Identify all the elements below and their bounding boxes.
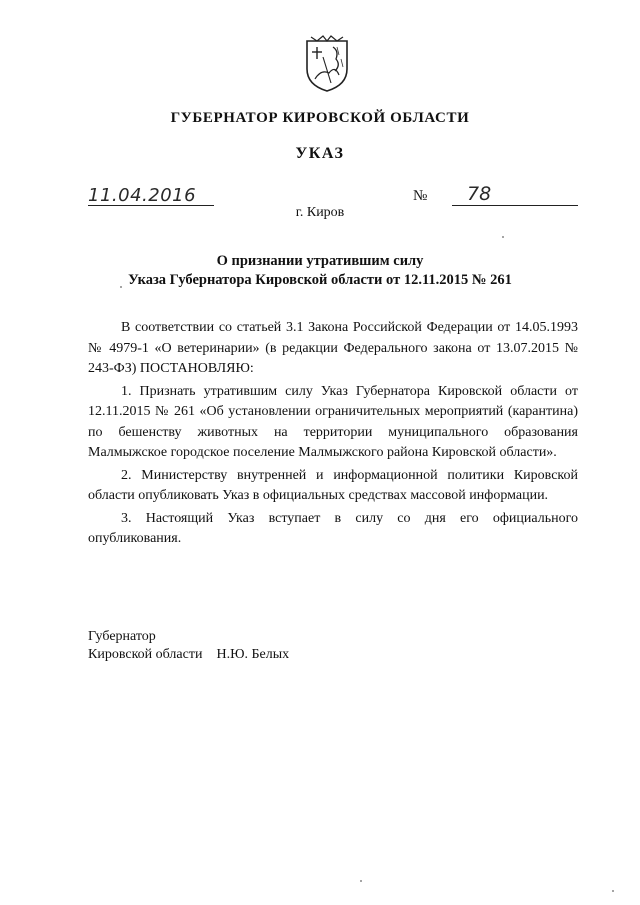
scan-speck (360, 880, 362, 882)
signatory-position-line-1: Губернатор (88, 629, 156, 644)
number-sign: № (413, 188, 428, 204)
scan-speck (120, 286, 122, 288)
item-1-paragraph: 1. Признать утратившим силу Указ Губернатора Кировской области от 12.11.2015 № 261 «Об установлении ограничительных мероприятий (карантина) по бешенству животных на территории муниципального образования Малмыжское городское поселение Малмыжского района Кировской области». (88, 383, 578, 460)
handwritten-number: 78 (467, 183, 492, 205)
item-2-paragraph: 2. Министерству внутренней и информационной политики Кировской области опубликовать Указ в официальных средствах массовой информации. (88, 467, 578, 503)
decree-title (0, 252, 640, 290)
signatory-name: Н.Ю. Белых (216, 647, 290, 662)
document-type: УКАЗ (295, 145, 345, 162)
title-line-2: Указа Губернатора Кировской области от 12.11.2015 № 261 (128, 272, 512, 288)
item-3-paragraph: 3. Настоящий Указ вступает в силу со дня его официального опубликования. (88, 510, 578, 546)
scan-speck (502, 236, 504, 238)
handwritten-date: 11.04.2016 (88, 185, 197, 206)
scan-speck (612, 890, 614, 892)
coat-of-arms-icon (303, 35, 351, 93)
title-line-1: О признании утратившим силу (216, 253, 424, 269)
signatory-position-line-2: Кировской области (88, 647, 203, 662)
issuing-authority: ГУБЕРНАТОР КИРОВСКОЙ ОБЛАСТИ (170, 110, 470, 126)
preamble-paragraph: В соответствии со статьей 3.1 Закона Российской Федерации от 14.05.1993 № 4979-1 «О ветеринарии» (в редакции Федерального закона от 13.07.2015 № 243-ФЗ) ПОСТАНОВЛЯЮ: (88, 320, 578, 376)
decree-body (88, 318, 578, 552)
city: г. Киров (295, 205, 345, 220)
signature-block (88, 628, 289, 664)
